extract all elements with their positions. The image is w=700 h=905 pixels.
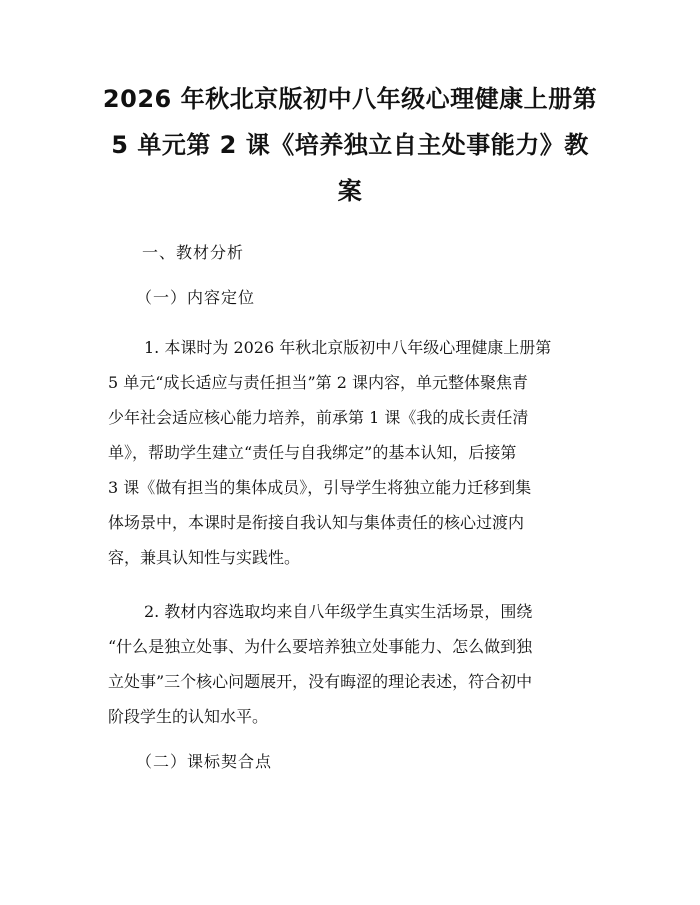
paragraph-1 bbox=[108, 330, 598, 575]
paragraph-2 bbox=[108, 594, 598, 734]
subsection-heading-content-positioning: （一）内容定位 bbox=[136, 288, 256, 307]
title-line: 5 单元第 2 课《培养独立自主处事能力》教 bbox=[111, 131, 589, 159]
paragraph-line: 5 单元“成长适应与责任担当”第 2 课内容，单元整体聚焦青 bbox=[108, 373, 528, 392]
paragraph-line: 阶段学生的认知水平。 bbox=[108, 707, 269, 726]
paragraph-line: 少年社会适应核心能力培养，前承第 1 课《我的成长责任清 bbox=[108, 408, 529, 427]
paragraph-line: “什么是独立处事、为什么要培养独立处事能力、怎么做到独 bbox=[108, 637, 533, 656]
section-heading-teaching-material-analysis: 一、教材分析 bbox=[142, 243, 245, 262]
paragraph-line: 体场景中，本课时是衔接自我认知与集体责任的核心过渡内 bbox=[108, 513, 525, 532]
paragraph-line: 单》，帮助学生建立“责任与自我绑定”的基本认知，后接第 bbox=[108, 443, 517, 462]
title-line: 案 bbox=[337, 177, 363, 205]
document-title bbox=[60, 76, 640, 214]
subsection-heading-curriculum-alignment: （二）课标契合点 bbox=[136, 752, 273, 771]
paragraph-line: 3 课《做有担当的集体成员》，引导学生将独立能力迁移到集 bbox=[108, 478, 532, 497]
paragraph-line: 容，兼具认知性与实践性。 bbox=[108, 548, 301, 567]
title-line: 2026 年秋北京版初中八年级心理健康上册第 bbox=[102, 85, 598, 113]
paragraph-line: 1. 本课时为 2026 年秋北京版初中八年级心理健康上册第 bbox=[144, 338, 552, 357]
paragraph-line: 立处事”三个核心问题展开，没有晦涩的理论表述，符合初中 bbox=[108, 672, 533, 691]
paragraph-line: 2. 教材内容选取均来自八年级学生真实生活场景，围绕 bbox=[144, 602, 533, 621]
